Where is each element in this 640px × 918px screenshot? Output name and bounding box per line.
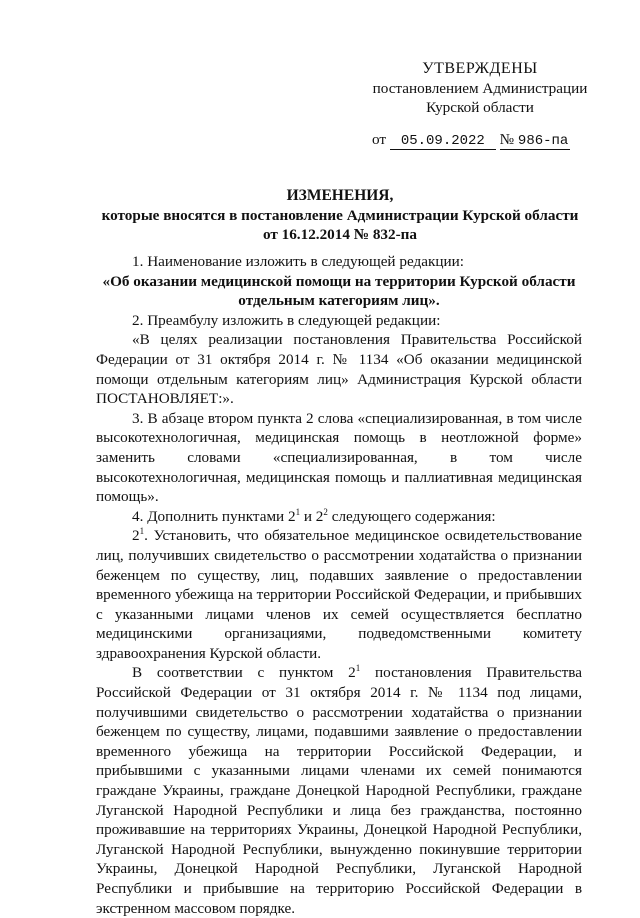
approval-block [360, 59, 600, 118]
clause-2-1: $2^1$. Установить, что обязательное медицинское освидетельствование лиц, получивших свидетельство о рассмотрении ходатайства о признании беженцем по существу, лиц, подавших заявление о предоставлении временного убежища на территории Российской Федерации, и прибывших с указанными лицами членов их семей осуществляется бесплатно медицинскими организациями, подведомственными комитету здравоохранения Курской области. [96, 526, 582, 662]
approval-line-3: Курской области [426, 99, 534, 117]
approval-line-2: постановлением Администрации [372, 79, 588, 97]
date-prefix: от [372, 131, 387, 148]
item-3: 3. В абзаце втором пункта 2 слова «специализированная, в том числе высокотехнологичная, медицинская помощь в неотложной форме» заменить словами «специализированная, в том числе высокотехнологичная, медицинская помощь и паллиативная медицинская помощь». [96, 409, 582, 506]
item-1-new-title-a: «Об оказании медицинской помощи на территории Курской области [102, 272, 576, 290]
number-prefix: № [499, 131, 515, 148]
approval-title: УТВЕРЖДЕНЫ [422, 60, 538, 77]
clause-2-2: В соответствии с пунктом $2^1$ постановления Правительства Российской Федерации от 31 октября 2014 г. № 1134 под лицами, получившими свидетельство о рассмотрении ходатайства о признании беженцем по существу, лицами, подавшими заявление о предоставлении временного убежища на территории Российской Федерации, и прибывшими с указанными лицами членами их семей понимаются граждане Украины, граждане Донецкой Народной Республики, граждане Луганской Народной Республики и лица без гражданства, постоянно проживавшие на территориях Украины, Донецкой Народной Республики, Луганской Народной Республики, вынужденно покинувшие территории Украины, Донецкой Народной Республики, Луганской Народной Республики и прибывшие на территорию Российской Федерации в экстренном массовом порядке. [96, 663, 582, 917]
item-1: 1. Наименование изложить в следующей редакции: [132, 253, 464, 270]
item-2-preamble: «В целях реализации постановления Правительства Российской Федерации от 31 октября 2014 г. № 1134 «Об оказании медицинской помощи отдельным категориям лиц» Администрация Курской области ПОСТАНОВЛЯЕТ:». [96, 331, 582, 408]
item-1-new-title-b: отдельным категориям лиц». [238, 292, 440, 310]
document-body [96, 252, 582, 918]
item-4: 4. Дополнить пунктами $2^1$ и $2^2$ следующего содержания: [132, 506, 496, 525]
heading-subtitle-2: от 16.12.2014 № 832-па [262, 226, 418, 244]
heading-title: ИЗМЕНЕНИЯ, [286, 187, 394, 204]
approval-date: 05.09.2022 [390, 133, 496, 150]
document-heading [80, 186, 600, 245]
heading-subtitle-1: которые вносятся в постановление Администрации Курской области [101, 206, 579, 224]
approval-date-line [372, 130, 602, 150]
approval-number: 986-па [517, 133, 569, 149]
item-2: 2. Преамбулу изложить в следующей редакции: [132, 311, 441, 329]
